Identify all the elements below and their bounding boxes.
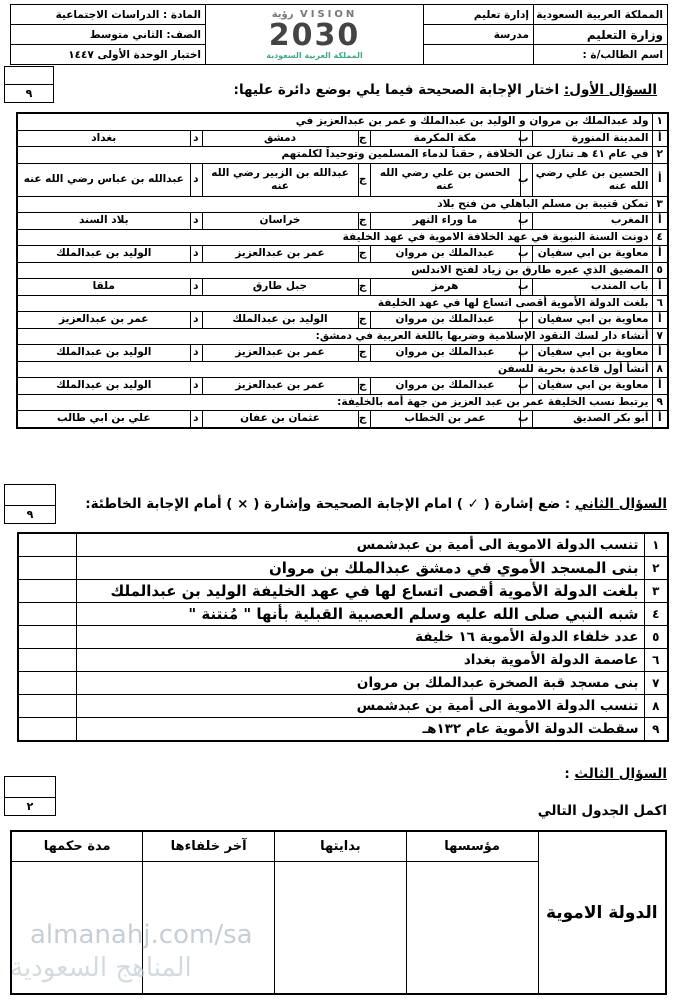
q2-statement-row (18, 626, 668, 649)
q1-question-row (17, 147, 668, 164)
q1-question-row (17, 229, 668, 246)
q2-statement-number: ٦ (644, 649, 668, 672)
q3-score-blank (5, 777, 56, 798)
q1-question-text: أنشأ أول قاعدة بحرية للسفن (17, 361, 652, 378)
q2-statement-number: ١ (644, 533, 668, 557)
q1-option[interactable]: بغداد (17, 130, 190, 147)
q3-title (564, 766, 667, 782)
q1-question-number: ٤ (652, 229, 668, 246)
q1-option[interactable]: معاوية بن ابي سفيان (532, 345, 652, 362)
q1-option[interactable]: ما وراء النهر (370, 213, 520, 230)
watermark-url: almanahj.com/sa (30, 920, 253, 950)
q1-option-letter: ج (358, 246, 370, 263)
q2-answer-cell[interactable] (18, 695, 76, 718)
q3-col-founder: مؤسسها (406, 831, 538, 861)
q1-option[interactable]: ملقا (17, 279, 190, 296)
q1-option[interactable]: عبدالله بن الزبير رضي الله عنه (202, 163, 358, 196)
q1-option-letter: ج (358, 279, 370, 296)
q1-option[interactable]: خراسان (202, 213, 358, 230)
q2-statement-number: ٣ (644, 580, 668, 603)
vision-2030-logo (206, 5, 424, 65)
q3-row-label: الدولة الاموية (538, 831, 666, 994)
q1-option-letter: ب (520, 213, 532, 230)
q1-option[interactable]: عبدالملك بن مروان (370, 378, 520, 395)
q1-question-text: دونت السنة النبوية في عهد الخلافة الاموية في عهد الخليفة (17, 229, 652, 246)
q2-statement-number: ٧ (644, 672, 668, 695)
q1-score-box (4, 66, 54, 103)
q1-options-row (17, 312, 668, 329)
q1-question-number: ٣ (652, 196, 668, 213)
q1-option[interactable]: جبل طارق (202, 279, 358, 296)
q1-option-letter: أ (652, 130, 668, 147)
q1-option-letter: ج (358, 130, 370, 147)
q1-option-letter: د (190, 246, 202, 263)
q1-question-text: يرتبط نسب الخليفة عمر بن عبد العزيز من جهة أمه بالخليفة: (17, 394, 652, 411)
q2-statement-text: تنسب الدولة الاموية الى أمية بن عبدشمس (76, 695, 644, 718)
q1-option-letter: ج (358, 163, 370, 196)
q1-option-letter: ب (520, 378, 532, 395)
q2-answer-cell[interactable] (18, 718, 76, 742)
q3-col-duration: مدة حكمها (11, 831, 143, 861)
q1-question-row (17, 262, 668, 279)
q1-question-row (17, 394, 668, 411)
q1-option[interactable]: المغرب (532, 213, 652, 230)
watermark-site-name: المناهج السعودية (10, 953, 192, 983)
q1-option-letter: أ (652, 213, 668, 230)
q3-col-start: بدايتها (275, 831, 407, 861)
student-name-label: اسم الطالب/ة : (534, 45, 668, 65)
q1-question-row (17, 196, 668, 213)
q1-option[interactable]: مكة المكرمة (370, 130, 520, 147)
q2-statement-row (18, 580, 668, 603)
q1-option[interactable]: الوليد بن عبدالملك (17, 246, 190, 263)
q1-option[interactable]: عبدالملك بن مروان (370, 246, 520, 263)
q1-option-letter: د (190, 163, 202, 196)
grade-label: الصف: الثاني متوسط (11, 25, 206, 45)
q2-statement-text: بلغت الدولة الأموية أقصى اتساع لها في عهد الخليفة الوليد بن عبدالملك (76, 580, 644, 603)
q1-option-letter: د (190, 411, 202, 428)
q1-option[interactable]: عمر بن عبدالعزيز (17, 312, 190, 329)
q1-option[interactable]: الوليد بن عبدالملك (17, 378, 190, 395)
q1-option-letter: أ (652, 345, 668, 362)
q1-options-row (17, 378, 668, 395)
q2-answer-cell[interactable] (18, 557, 76, 580)
q1-option-letter: أ (652, 246, 668, 263)
q1-question-text: تمكن قتيبة بن مسلم الباهلي من فتح بلاد (17, 196, 652, 213)
q2-statement-row (18, 603, 668, 626)
ministry-name: وزارة التعليم (534, 25, 668, 45)
q1-question-text: في عام ٤١ هـ تنازل عن الخلافة , حقناً لدماء المسلمين وتوحيداً لكلمتهم (17, 147, 652, 164)
q1-title-label: السؤال الأول: (563, 82, 657, 98)
q2-statement-row (18, 533, 668, 557)
q2-answer-cell[interactable] (18, 580, 76, 603)
q2-answer-cell[interactable] (18, 649, 76, 672)
kingdom-name: المملكة العربية السعودية (534, 5, 668, 25)
q1-option[interactable]: عمر بن الخطاب (370, 411, 520, 428)
q1-option-letter: ج (358, 345, 370, 362)
q1-question-number: ٦ (652, 295, 668, 312)
q1-title-text: اختار الإجابة الصحيحة فيما يلي بوضع دائرة عليها: (233, 82, 560, 98)
q2-statement-text: سقطت الدولة الأموية عام ١٣٢هـ (76, 718, 644, 742)
q1-question-text: المضيق الذي عبره طارق بن زياد لفتح الاندلس (17, 262, 652, 279)
q2-statement-text: عاصمة الدولة الأموية بغداد (76, 649, 644, 672)
q3-title-label: السؤال الثالث (574, 766, 667, 782)
q1-option[interactable]: عثمان بن عفان (202, 411, 358, 428)
q2-statement-row (18, 695, 668, 718)
q1-option[interactable]: عبدالملك بن مروان (370, 312, 520, 329)
q1-option[interactable]: عمر بن عبدالعزيز (202, 246, 358, 263)
q3-score-box (4, 776, 56, 816)
q1-option[interactable]: علي بن ابي طالب (17, 411, 190, 428)
q1-question-text: بلغت الدولة الأموية أقصى اتساع لها في عهد الخليفة (17, 295, 652, 312)
q2-statement-row (18, 557, 668, 580)
q2-score: ٩ (5, 506, 56, 524)
q1-question-row (17, 328, 668, 345)
subject-label: المادة : الدراسات الاجتماعية (11, 5, 206, 25)
q3-score: ٢ (5, 798, 56, 816)
q3-col-last-caliph: آخر خلفاءها (143, 831, 275, 861)
q1-option[interactable]: المدينة المنورة (532, 130, 652, 147)
q2-statement-number: ٤ (644, 603, 668, 626)
q1-option[interactable]: عبدالله بن عباس رضي الله عنه (17, 163, 190, 196)
q1-option-letter: د (190, 279, 202, 296)
q2-answer-cell[interactable] (18, 626, 76, 649)
q1-question-number: ١ (652, 113, 668, 130)
q1-option-letter: أ (652, 163, 668, 196)
q2-statement-row (18, 718, 668, 742)
q1-option-letter: ب (520, 411, 532, 428)
q2-statement-number: ٨ (644, 695, 668, 718)
q1-option[interactable]: الوليد بن عبدالملك (17, 345, 190, 362)
q1-option[interactable]: عمر بن عبدالعزيز (202, 378, 358, 395)
q1-question-text: ولد عبدالملك بن مروان و الوليد بن عبدالملك و عمر بن عبدالعزيز في (17, 113, 652, 130)
q1-option[interactable]: معاوية بن ابي سفيان (532, 312, 652, 329)
q1-option[interactable]: الحسن بن علي رضي الله عنه (370, 163, 520, 196)
q1-option-letter: ج (358, 213, 370, 230)
q2-statement-text: بنى المسجد الأموي في دمشق عبدالملك بن مروان (76, 557, 644, 580)
q1-question-row (17, 361, 668, 378)
q1-options-row (17, 246, 668, 263)
q1-option-letter: د (190, 213, 202, 230)
exam-label: اختبار الوحدة الأولى ١٤٤٧ (11, 45, 206, 65)
q1-option[interactable]: عبدالملك بن مروان (370, 345, 520, 362)
q1-option-letter: د (190, 130, 202, 147)
q2-answer-cell[interactable] (18, 533, 76, 557)
q1-options-row (17, 213, 668, 230)
school-label: مدرسة (424, 25, 534, 45)
q1-option-letter: أ (652, 411, 668, 428)
q1-options-row (17, 163, 668, 196)
q1-option-letter: أ (652, 312, 668, 329)
q1-option[interactable]: الحسين بن علي رضي الله عنه (532, 163, 652, 196)
q2-statement-text: بنى مسجد قبة الصخرة عبدالملك بن مروان (76, 672, 644, 695)
blank-cell (424, 45, 534, 65)
q1-option-letter: ب (520, 279, 532, 296)
q1-option-letter: د (190, 378, 202, 395)
exam-header (10, 4, 668, 65)
q1-option[interactable]: معاوية بن ابي سفيان (532, 378, 652, 395)
q2-statement-number: ٢ (644, 557, 668, 580)
q2-statement-row (18, 649, 668, 672)
q2-answer-cell[interactable] (18, 603, 76, 626)
q1-option-letter: ج (358, 312, 370, 329)
q3-instruction: اكمل الجدول التالي (537, 803, 667, 819)
q1-question-number: ٢ (652, 147, 668, 164)
q1-option-letter: ب (520, 246, 532, 263)
q1-option-letter: ب (520, 163, 532, 196)
q2-score-box (4, 484, 56, 524)
q1-option[interactable]: دمشق (202, 130, 358, 147)
q1-table (16, 112, 669, 429)
q1-title (234, 82, 657, 98)
q1-option-letter: ب (520, 130, 532, 147)
q2-title-text: : ضع إشارة ( ✓ ) امام الإجابة الصحيحة وإشارة ( × ) أمام الإجابة الخاطئة: (85, 496, 571, 512)
q2-statement-number: ٩ (644, 718, 668, 742)
q1-option[interactable]: هرمز (370, 279, 520, 296)
q1-options-row (17, 130, 668, 147)
q3-answer-start[interactable] (275, 861, 407, 994)
q1-option-letter: ب (520, 345, 532, 362)
q2-answer-cell[interactable] (18, 672, 76, 695)
q1-question-number: ٧ (652, 328, 668, 345)
q2-statement-row (18, 672, 668, 695)
q2-title (85, 496, 667, 512)
q3-answer-founder[interactable] (406, 861, 538, 994)
q1-question-number: ٨ (652, 361, 668, 378)
q1-option[interactable]: معاوية بن ابي سفيان (532, 246, 652, 263)
q1-option[interactable]: أبو بكر الصديق (532, 411, 652, 428)
q3-title-colon: : (564, 766, 570, 782)
q1-option[interactable]: عمر بن عبدالعزيز (202, 345, 358, 362)
q1-question-row (17, 113, 668, 130)
q1-question-text: أنشاء دار لسك النقود الإسلامية وضربها باللغة العربية في دمشق: (17, 328, 652, 345)
vision-logo-subtitle: المملكة العربية السعودية (266, 50, 363, 60)
q1-option[interactable]: باب المندب (532, 279, 652, 296)
q1-option-letter: أ (652, 378, 668, 395)
q1-score: ٩ (5, 85, 54, 103)
q1-option-letter: ج (358, 378, 370, 395)
q1-options-row (17, 411, 668, 428)
q1-option-letter: ج (358, 411, 370, 428)
q2-statement-text: شبه النبي صلى الله عليه وسلم العصبية القبلية بأنها " مُنتنة " (76, 603, 644, 626)
q1-option-letter: ب (520, 312, 532, 329)
q1-option[interactable]: بلاد السند (17, 213, 190, 230)
q1-options-row (17, 279, 668, 296)
q1-score-blank (5, 67, 54, 85)
q2-statement-text: عدد خلفاء الدولة الأموية ١٦ خليفة (76, 626, 644, 649)
vision-logo-number: 2030 (268, 17, 361, 53)
q1-question-number: ٥ (652, 262, 668, 279)
q2-title-label: السؤال الثاني (575, 496, 667, 512)
q2-table (17, 532, 669, 742)
q2-score-blank (5, 485, 56, 506)
edu-admin-label: إدارة تعليم (424, 5, 534, 25)
q1-question-row (17, 295, 668, 312)
q2-statement-text: تنسب الدولة الاموية الى أمية بن عبدشمس (76, 533, 644, 557)
vision-logo-top: VISION رؤية (271, 8, 358, 20)
q2-statement-number: ٥ (644, 626, 668, 649)
q1-option[interactable]: الوليد بن عبدالملك (202, 312, 358, 329)
q1-option-letter: د (190, 345, 202, 362)
q1-option-letter: أ (652, 279, 668, 296)
q1-option-letter: د (190, 312, 202, 329)
q1-options-row (17, 345, 668, 362)
q1-question-number: ٩ (652, 394, 668, 411)
